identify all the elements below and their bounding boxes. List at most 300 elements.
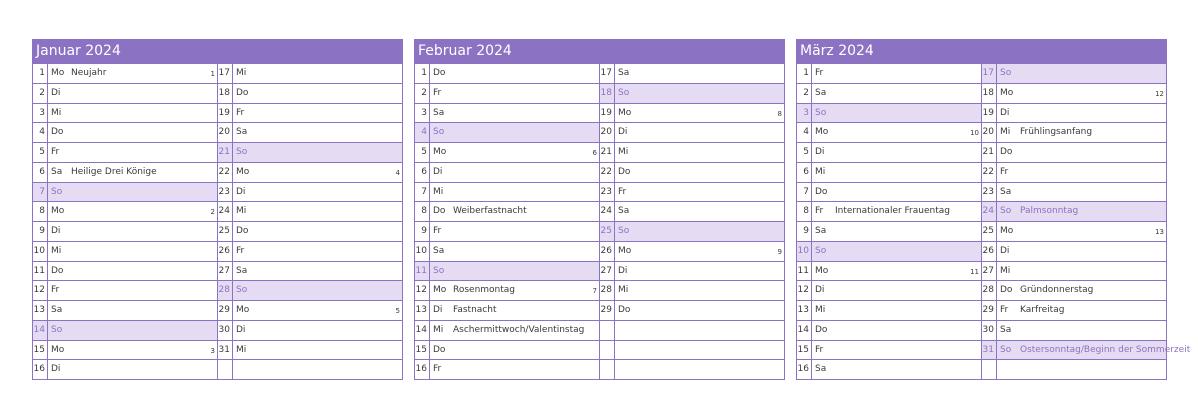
weekday: Do [433, 68, 446, 78]
weekday: Mi [433, 324, 444, 335]
weekday: Mo [51, 344, 65, 355]
weekday: Fr [815, 68, 824, 78]
day-row [33, 123, 218, 143]
month-grid [414, 64, 785, 380]
day-number: 27 [600, 262, 615, 281]
day-number: 17 [982, 64, 997, 83]
empty-day-row [600, 341, 785, 361]
day-number: 13 [33, 301, 48, 320]
weekday: So [236, 285, 248, 296]
holiday-label: Internationaler Frauentag [835, 206, 950, 217]
day-row [797, 183, 982, 203]
empty-day-row [600, 360, 785, 380]
day-number: 26 [600, 242, 615, 261]
weekday: Sa [618, 206, 630, 217]
week-number: 2 [210, 208, 215, 217]
day-number: 30 [982, 321, 997, 340]
day-number: 20 [600, 123, 615, 142]
weekday: Di [51, 364, 61, 375]
weekday: Di [51, 87, 61, 98]
day-column [415, 64, 600, 380]
weekday: Fr [815, 344, 824, 355]
weekday: So [51, 186, 63, 197]
day-number: 16 [415, 360, 430, 379]
day-number: 27 [218, 262, 233, 281]
day-row [982, 262, 1167, 282]
weekday: Sa [433, 107, 445, 118]
weekday: Sa [51, 166, 63, 177]
weekday: So [1000, 68, 1012, 78]
day-number: 27 [982, 262, 997, 281]
weekday: Mo [51, 206, 65, 217]
day-row [218, 222, 403, 242]
day-row [415, 281, 600, 301]
weekday: Mi [815, 305, 826, 315]
day-number: 7 [33, 183, 48, 202]
week-number: 5 [395, 307, 400, 315]
holiday-label: Heilige Drei Könige [71, 166, 157, 177]
week-number: 3 [210, 346, 215, 355]
day-row [600, 183, 785, 203]
empty-day-row [218, 360, 403, 380]
day-row [982, 104, 1167, 124]
day-number: 2 [797, 84, 812, 103]
weekday: Fr [51, 147, 60, 157]
empty-cell [600, 360, 615, 379]
day-row [982, 222, 1167, 242]
day-row [218, 281, 403, 301]
day-number: 28 [982, 281, 997, 300]
day-row [33, 360, 218, 380]
day-row [33, 262, 218, 282]
day-number: 24 [982, 202, 997, 221]
weekday: Di [618, 127, 628, 138]
weekday: Sa [236, 265, 248, 276]
day-number: 10 [797, 242, 812, 261]
empty-cell [982, 360, 997, 379]
weekday: Mo [1000, 226, 1014, 236]
weekday: Do [433, 344, 446, 355]
week-number: 6 [592, 149, 597, 157]
empty-cell [218, 360, 233, 379]
week-number: 13 [1155, 228, 1164, 236]
holiday-label: Weiberfastnacht [453, 206, 527, 217]
weekday: Do [236, 226, 249, 236]
day-row [797, 262, 982, 282]
day-row [33, 104, 218, 124]
weekday: Mi [815, 166, 826, 177]
day-row [982, 242, 1167, 262]
day-row [797, 321, 982, 341]
day-number: 18 [982, 84, 997, 103]
day-number: 8 [415, 202, 430, 221]
day-row [33, 321, 218, 341]
day-row [33, 301, 218, 321]
day-number: 9 [415, 222, 430, 241]
weekday: Mi [1000, 127, 1011, 138]
weekday: Fr [815, 206, 824, 217]
day-row [218, 84, 403, 104]
day-number: 1 [33, 64, 48, 83]
day-row [797, 281, 982, 301]
day-row [33, 143, 218, 163]
weekday: Mo [433, 147, 447, 157]
day-number: 4 [33, 123, 48, 142]
day-number: 31 [218, 341, 233, 360]
day-row [982, 123, 1167, 143]
weekday: Di [51, 226, 61, 236]
day-row [33, 84, 218, 104]
day-number: 5 [415, 143, 430, 162]
day-number: 15 [33, 341, 48, 360]
weekday: So [1000, 344, 1012, 355]
day-number: 9 [33, 222, 48, 241]
day-number: 22 [600, 163, 615, 182]
weekday: Mi [51, 245, 62, 256]
day-number: 3 [415, 104, 430, 123]
day-row [797, 301, 982, 321]
day-column [982, 64, 1191, 380]
weekday: Di [1000, 107, 1010, 118]
weekday: Fr [433, 87, 442, 98]
day-number: 14 [33, 321, 48, 340]
day-row [33, 202, 218, 222]
weekday: Do [51, 265, 64, 276]
day-row [218, 143, 403, 163]
weekday: Fr [1000, 166, 1009, 177]
weekday: So [433, 127, 445, 138]
weekday: Sa [815, 226, 827, 236]
day-number: 26 [982, 242, 997, 261]
day-row [33, 222, 218, 242]
day-row [797, 123, 982, 143]
holiday-label: Ostersonntag/Beginn der Sommerzeit [1020, 344, 1191, 355]
day-number: 11 [33, 262, 48, 281]
weekday: Sa [236, 127, 248, 138]
day-row [797, 143, 982, 163]
day-number: 30 [218, 321, 233, 340]
day-row [415, 64, 600, 84]
day-number: 16 [797, 360, 812, 379]
day-number: 21 [218, 143, 233, 162]
day-number: 8 [797, 202, 812, 221]
day-row [33, 341, 218, 361]
day-number: 12 [33, 281, 48, 300]
weekday: Mo [815, 265, 829, 276]
day-number: 29 [600, 301, 615, 320]
day-number: 17 [600, 64, 615, 83]
day-row [600, 301, 785, 321]
weekday: Mo [1000, 87, 1014, 98]
day-row [982, 341, 1191, 361]
day-number: 11 [797, 262, 812, 281]
week-number: 9 [777, 247, 782, 256]
day-number: 7 [415, 183, 430, 202]
day-number: 25 [218, 222, 233, 241]
empty-day-row [982, 360, 1167, 380]
day-row [218, 202, 403, 222]
weekday: Di [433, 166, 443, 177]
weekday: So [815, 107, 827, 118]
day-row [982, 301, 1167, 321]
day-row [218, 163, 403, 183]
day-row [982, 84, 1167, 104]
day-number: 20 [982, 123, 997, 142]
day-number: 7 [797, 183, 812, 202]
day-number: 25 [600, 222, 615, 241]
day-row [415, 360, 600, 380]
weekday: Fr [236, 107, 245, 118]
weekday: Di [815, 147, 825, 157]
day-number: 5 [797, 143, 812, 162]
day-number: 6 [797, 163, 812, 182]
holiday-label: Fastnacht [453, 305, 497, 315]
day-number: 11 [415, 262, 430, 281]
day-number: 29 [218, 301, 233, 320]
day-number: 23 [600, 183, 615, 202]
weekday: Fr [618, 186, 627, 197]
day-number: 12 [415, 281, 430, 300]
day-row [33, 183, 218, 203]
week-number: 12 [1155, 89, 1164, 98]
day-number: 18 [600, 84, 615, 103]
day-row [797, 64, 982, 84]
weekday: Mo [618, 107, 632, 118]
day-row [797, 360, 982, 380]
day-number: 22 [218, 163, 233, 182]
holiday-label: Neujahr [71, 68, 107, 78]
weekday: Sa [618, 68, 630, 78]
weekday: So [618, 87, 630, 98]
day-row [33, 163, 218, 183]
weekday: Sa [433, 245, 445, 256]
day-number: 28 [600, 281, 615, 300]
day-row [415, 202, 600, 222]
day-number: 13 [415, 301, 430, 320]
day-row [600, 222, 785, 242]
day-number: 15 [415, 341, 430, 360]
day-row [33, 64, 218, 84]
day-number: 23 [982, 183, 997, 202]
day-row [218, 341, 403, 361]
day-number: 12 [797, 281, 812, 300]
day-row [415, 301, 600, 321]
day-number: 8 [33, 202, 48, 221]
week-number: 11 [970, 267, 979, 276]
day-number: 2 [415, 84, 430, 103]
day-number: 10 [415, 242, 430, 261]
day-row [415, 84, 600, 104]
day-row [797, 341, 982, 361]
day-number: 20 [218, 123, 233, 142]
weekday: Fr [51, 285, 60, 296]
day-row [600, 163, 785, 183]
day-row [218, 262, 403, 282]
weekday: So [51, 324, 63, 335]
weekday: So [618, 226, 630, 236]
holiday-label: Palmsonntag [1020, 206, 1079, 217]
day-column [218, 64, 403, 380]
weekday: Mo [236, 166, 250, 177]
day-number: 15 [797, 341, 812, 360]
day-row [600, 202, 785, 222]
day-number: 17 [218, 64, 233, 83]
weekday: Di [815, 285, 825, 296]
day-row [797, 104, 982, 124]
month-block [414, 39, 785, 380]
holiday-label: Rosenmontag [453, 285, 516, 296]
weekday: Fr [1000, 305, 1009, 315]
weekday: So [1000, 206, 1012, 217]
day-number: 2 [33, 84, 48, 103]
holiday-label: Frühlingsanfang [1020, 127, 1093, 138]
day-row [218, 301, 403, 321]
day-row [600, 143, 785, 163]
weekday: Mi [433, 186, 444, 197]
day-number: 14 [797, 321, 812, 340]
day-number: 19 [218, 104, 233, 123]
day-row [218, 321, 403, 341]
weekday: Do [815, 186, 828, 197]
day-number: 4 [415, 123, 430, 142]
day-row [982, 163, 1167, 183]
week-number: 4 [395, 168, 400, 177]
month-title: Februar 2024 [414, 39, 785, 64]
weekday: Mi [618, 285, 629, 296]
day-number: 19 [982, 104, 997, 123]
weekday: Mi [236, 206, 247, 217]
day-number: 6 [415, 163, 430, 182]
day-number: 13 [797, 301, 812, 320]
day-number: 3 [33, 104, 48, 123]
day-row [415, 242, 600, 262]
day-number: 19 [600, 104, 615, 123]
holiday-label: Aschermittwoch/Valentinstag [453, 324, 585, 335]
day-row [415, 222, 600, 242]
day-row [600, 242, 785, 262]
weekday: Mo [51, 68, 65, 78]
month-grid [796, 64, 1191, 380]
weekday: Do [236, 87, 249, 98]
day-row [218, 183, 403, 203]
weekday: Mi [618, 147, 629, 157]
day-number: 26 [218, 242, 233, 261]
day-row [33, 281, 218, 301]
day-number: 24 [218, 202, 233, 221]
month-block [796, 39, 1191, 380]
weekday: Do [51, 127, 64, 138]
day-number: 31 [982, 341, 997, 360]
day-row [415, 163, 600, 183]
day-number: 10 [33, 242, 48, 261]
day-number: 28 [218, 281, 233, 300]
day-number: 18 [218, 84, 233, 103]
day-row [600, 123, 785, 143]
day-number: 5 [33, 143, 48, 162]
weekday: Do [1000, 147, 1013, 157]
day-row [600, 281, 785, 301]
weekday: Mo [618, 245, 632, 256]
day-number: 21 [982, 143, 997, 162]
holiday-label: Gründonnerstag [1020, 285, 1094, 296]
day-column [797, 64, 982, 380]
day-number: 22 [982, 163, 997, 182]
weekday: Do [433, 206, 446, 217]
weekday: Fr [236, 245, 245, 256]
empty-cell [600, 341, 615, 360]
weekday: Do [618, 305, 631, 315]
weekday: Mi [236, 68, 247, 78]
weekday: So [433, 265, 445, 276]
weekday: Mi [51, 107, 62, 118]
week-number: 1 [210, 70, 215, 78]
day-row [415, 321, 600, 341]
month-title: Januar 2024 [32, 39, 403, 64]
weekday: Sa [815, 87, 827, 98]
weekday: Sa [51, 305, 63, 315]
day-row [982, 183, 1167, 203]
day-row [415, 262, 600, 282]
day-number: 1 [415, 64, 430, 83]
month-title: März 2024 [796, 39, 1167, 64]
day-number: 25 [982, 222, 997, 241]
empty-day-row [600, 321, 785, 341]
day-row [33, 242, 218, 262]
weekday: So [815, 245, 827, 256]
day-row [797, 242, 982, 262]
weekday: Do [618, 166, 631, 177]
day-row [600, 262, 785, 282]
day-number: 4 [797, 123, 812, 142]
day-row [797, 222, 982, 242]
day-row [415, 341, 600, 361]
day-number: 9 [797, 222, 812, 241]
day-number: 6 [33, 163, 48, 182]
day-row [797, 202, 982, 222]
day-column [33, 64, 218, 380]
day-column [600, 64, 785, 380]
weekday: Mo [433, 285, 447, 296]
day-row [982, 202, 1167, 222]
week-number: 10 [970, 129, 979, 138]
day-row [982, 143, 1167, 163]
weekday: Do [1000, 285, 1013, 296]
day-number: 23 [218, 183, 233, 202]
day-number: 29 [982, 301, 997, 320]
weekday: Di [236, 324, 246, 335]
day-number: 3 [797, 104, 812, 123]
day-number: 24 [600, 202, 615, 221]
day-row [415, 183, 600, 203]
weekday: Mo [815, 127, 829, 138]
day-number: 14 [415, 321, 430, 340]
weekday: Mo [236, 305, 250, 315]
day-row [415, 143, 600, 163]
day-row [982, 64, 1167, 84]
week-number: 7 [592, 287, 597, 296]
day-row [982, 321, 1167, 341]
month-block [32, 39, 403, 380]
weekday: So [236, 147, 248, 157]
day-row [600, 84, 785, 104]
weekday: Sa [1000, 324, 1012, 335]
day-row [218, 104, 403, 124]
day-number: 21 [600, 143, 615, 162]
weekday: Fr [433, 226, 442, 236]
empty-cell [600, 321, 615, 340]
day-row [797, 84, 982, 104]
weekday: Mi [236, 344, 247, 355]
